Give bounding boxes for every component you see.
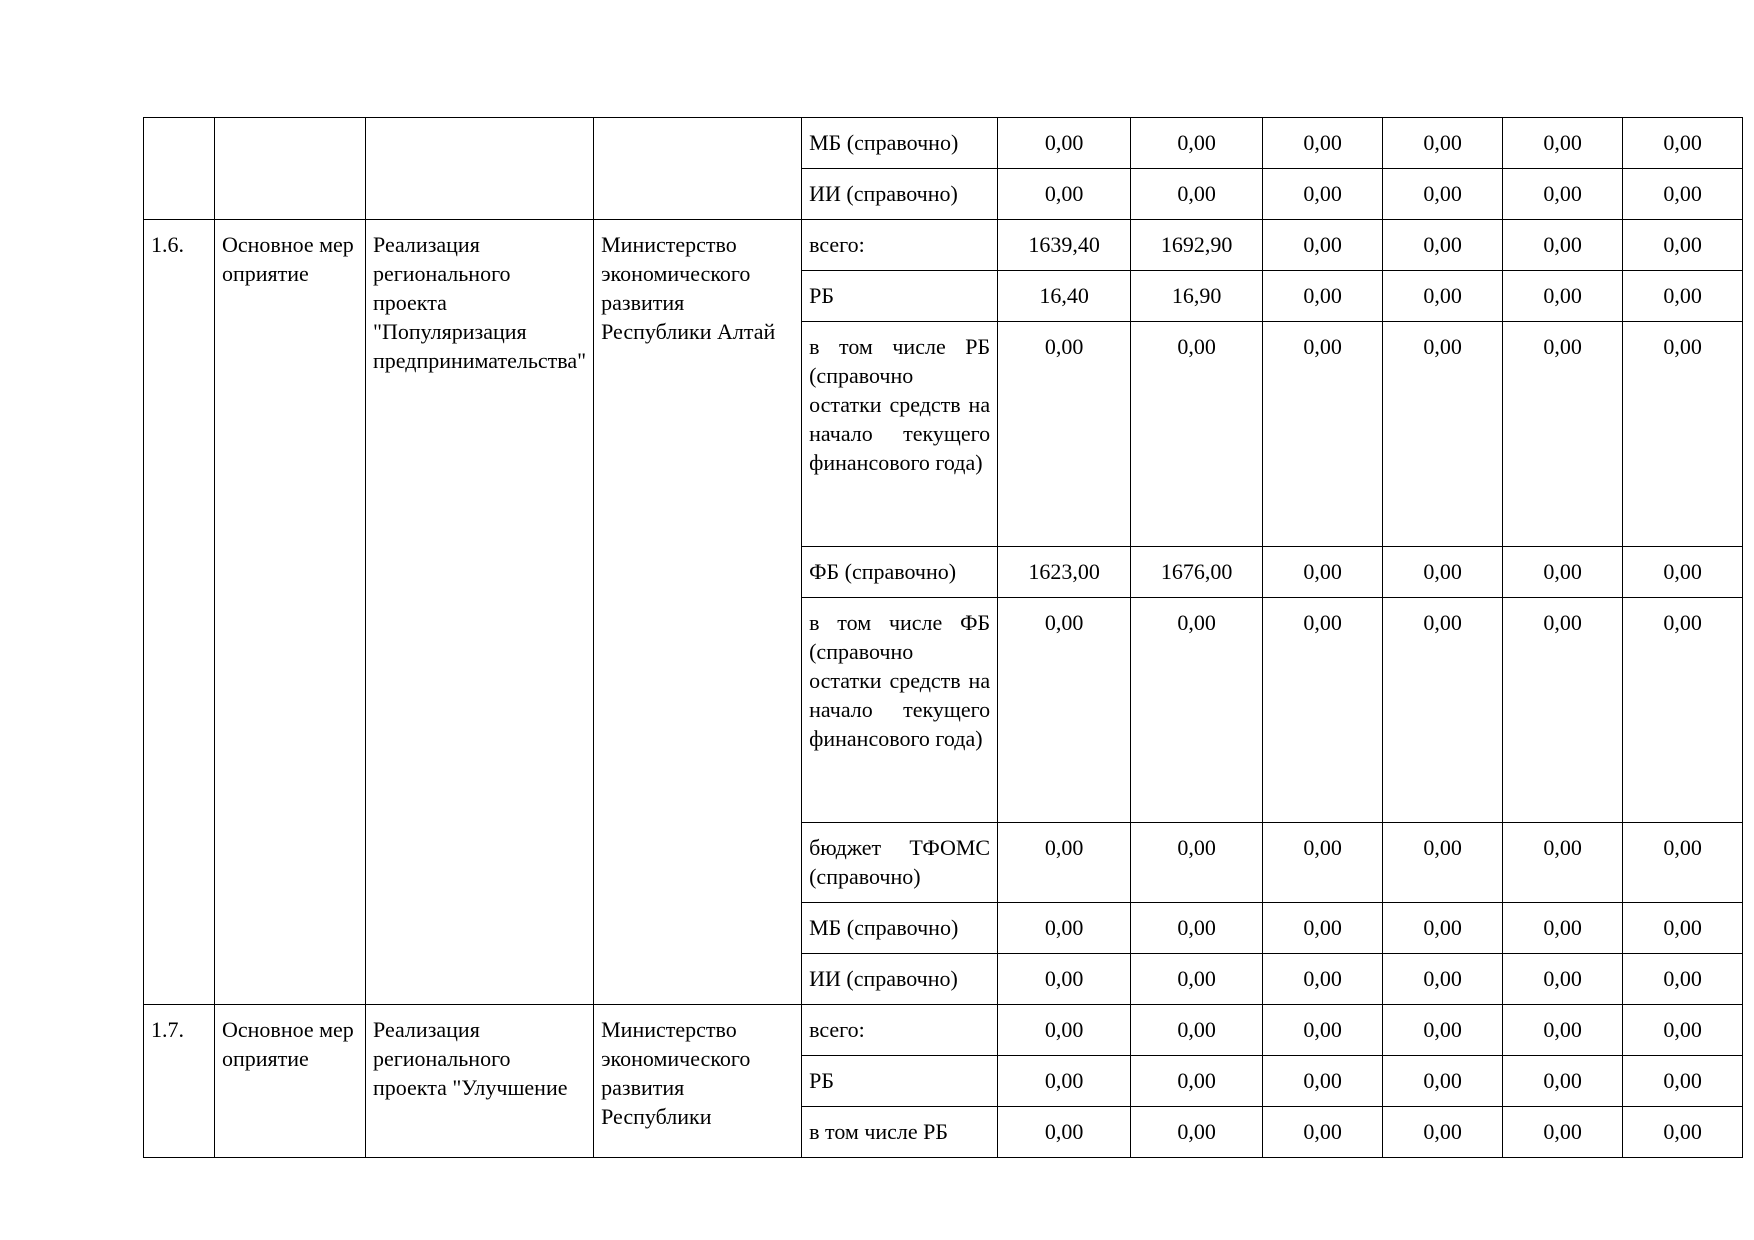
funding-source-cell: в том числе РБ (справочно остатки средств на начало текущего финансового года) [802,322,998,547]
type-cell [215,118,366,220]
value-cell-year-4: 0,00 [1383,1005,1503,1056]
value-cell-year-2: 0,00 [1131,1107,1263,1158]
value-cell-year-2: 0,00 [1131,169,1263,220]
value-cell-year-6: 0,00 [1623,1005,1743,1056]
funding-source-cell: всего: [802,220,998,271]
value-cell-year-5: 0,00 [1503,1005,1623,1056]
value-cell-year-1: 0,00 [998,598,1131,823]
funding-source-cell: РБ [802,1056,998,1107]
value-cell-year-5: 0,00 [1503,903,1623,954]
executor-cell: Министерство экономического развития Республики Алтай [594,220,802,1005]
value-cell-year-6: 0,00 [1623,169,1743,220]
value-cell-year-1: 1639,40 [998,220,1131,271]
item-type-cell: Основное мероприятие [215,1005,366,1158]
value-cell-year-2: 1692,90 [1131,220,1263,271]
value-cell-year-2: 0,00 [1131,1005,1263,1056]
value-cell-year-2: 0,00 [1131,954,1263,1005]
value-cell-year-2: 0,00 [1131,322,1263,547]
value-cell-year-3: 0,00 [1263,823,1383,903]
funding-source-cell: всего: [802,1005,998,1056]
value-cell-year-1: 0,00 [998,823,1131,903]
value-cell-year-3: 0,00 [1263,169,1383,220]
item-name-cell: Реализация регионального проекта "Популяризация предпринимательства" [366,220,594,1005]
funding-source-cell: ИИ (справочно) [802,954,998,1005]
item-name-cell: Реализация регионального проекта "Улучшение [366,1005,594,1158]
funding-source-cell: ИИ (справочно) [802,169,998,220]
value-cell-year-2: 1676,00 [1131,547,1263,598]
value-cell-year-2: 0,00 [1131,598,1263,823]
value-cell-year-4: 0,00 [1383,271,1503,322]
value-cell-year-1: 0,00 [998,169,1131,220]
executor-cell: Министерство экономического развития Республики [594,1005,802,1158]
value-cell-year-3: 0,00 [1263,322,1383,547]
item-number-cell: 1.6. [144,220,215,1005]
value-cell-year-1: 1623,00 [998,547,1131,598]
value-cell-year-3: 0,00 [1263,1005,1383,1056]
value-cell-year-3: 0,00 [1263,1056,1383,1107]
value-cell-year-1: 0,00 [998,1005,1131,1056]
value-cell-year-4: 0,00 [1383,220,1503,271]
value-cell-year-1: 0,00 [998,954,1131,1005]
value-cell-year-3: 0,00 [1263,598,1383,823]
executor-cell [594,118,802,220]
value-cell-year-6: 0,00 [1623,1056,1743,1107]
value-cell-year-4: 0,00 [1383,322,1503,547]
value-cell-year-6: 0,00 [1623,954,1743,1005]
value-cell-year-6: 0,00 [1623,118,1743,169]
value-cell-year-2: 0,00 [1131,903,1263,954]
funding-source-cell: в том числе ФБ (справочно остатки средств на начало текущего финансового года) [802,598,998,823]
funding-source-cell: бюджет ТФОМС (справочно) [802,823,998,903]
value-cell-year-6: 0,00 [1623,220,1743,271]
value-cell-year-3: 0,00 [1263,1107,1383,1158]
value-cell-year-4: 0,00 [1383,598,1503,823]
budget-table [143,117,1743,1158]
value-cell-year-6: 0,00 [1623,1107,1743,1158]
value-cell-year-3: 0,00 [1263,220,1383,271]
value-cell-year-6: 0,00 [1623,547,1743,598]
funding-source-cell: МБ (справочно) [802,118,998,169]
value-cell-year-4: 0,00 [1383,1107,1503,1158]
value-cell-year-6: 0,00 [1623,598,1743,823]
value-cell-year-5: 0,00 [1503,954,1623,1005]
value-cell-year-5: 0,00 [1503,271,1623,322]
value-cell-year-5: 0,00 [1503,1107,1623,1158]
value-cell-year-1: 0,00 [998,903,1131,954]
value-cell-year-5: 0,00 [1503,598,1623,823]
value-cell-year-3: 0,00 [1263,954,1383,1005]
value-cell-year-6: 0,00 [1623,903,1743,954]
value-cell-year-3: 0,00 [1263,271,1383,322]
value-cell-year-4: 0,00 [1383,169,1503,220]
value-cell-year-1: 16,40 [998,271,1131,322]
value-cell-year-5: 0,00 [1503,1056,1623,1107]
value-cell-year-2: 0,00 [1131,1056,1263,1107]
value-cell-year-6: 0,00 [1623,823,1743,903]
value-cell-year-3: 0,00 [1263,118,1383,169]
value-cell-year-4: 0,00 [1383,547,1503,598]
value-cell-year-1: 0,00 [998,1056,1131,1107]
funding-source-cell: РБ [802,271,998,322]
value-cell-year-5: 0,00 [1503,322,1623,547]
table-row [144,1005,1743,1056]
value-cell-year-2: 0,00 [1131,823,1263,903]
value-cell-year-4: 0,00 [1383,954,1503,1005]
value-cell-year-6: 0,00 [1623,322,1743,547]
name-cell [366,118,594,220]
item-type-cell: Основное мероприятие [215,220,366,1005]
number-cell [144,118,215,220]
value-cell-year-5: 0,00 [1503,118,1623,169]
value-cell-year-4: 0,00 [1383,823,1503,903]
funding-source-cell: в том числе РБ [802,1107,998,1158]
value-cell-year-4: 0,00 [1383,1056,1503,1107]
value-cell-year-5: 0,00 [1503,220,1623,271]
value-cell-year-4: 0,00 [1383,903,1503,954]
table-row [144,118,1743,169]
value-cell-year-5: 0,00 [1503,169,1623,220]
value-cell-year-3: 0,00 [1263,903,1383,954]
value-cell-year-4: 0,00 [1383,118,1503,169]
value-cell-year-2: 0,00 [1131,118,1263,169]
value-cell-year-1: 0,00 [998,1107,1131,1158]
value-cell-year-5: 0,00 [1503,823,1623,903]
value-cell-year-6: 0,00 [1623,271,1743,322]
value-cell-year-2: 16,90 [1131,271,1263,322]
item-number-cell: 1.7. [144,1005,215,1158]
table-row [144,220,1743,271]
table-body [144,118,1743,1158]
value-cell-year-3: 0,00 [1263,547,1383,598]
funding-source-cell: МБ (справочно) [802,903,998,954]
value-cell-year-1: 0,00 [998,322,1131,547]
value-cell-year-5: 0,00 [1503,547,1623,598]
value-cell-year-1: 0,00 [998,118,1131,169]
funding-source-cell: ФБ (справочно) [802,547,998,598]
